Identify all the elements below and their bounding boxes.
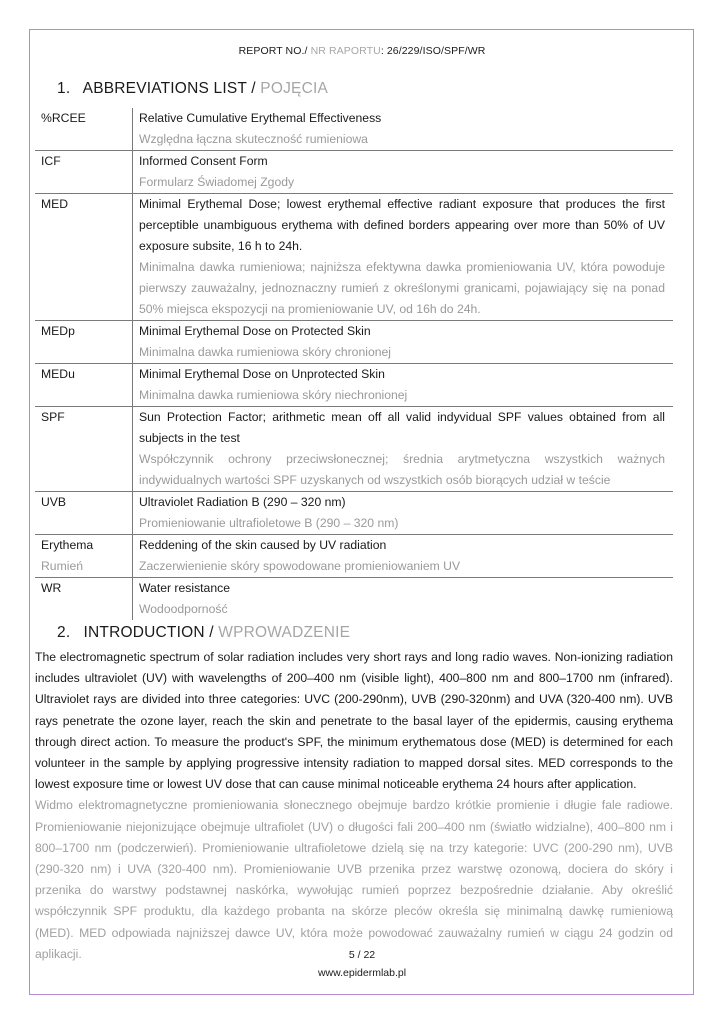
term-pl: Rumień [41, 559, 83, 573]
abbreviation-definition [133, 108, 674, 151]
report-label-en: REPORT NO./ [238, 45, 308, 57]
abbreviation-definition [133, 578, 674, 621]
abbreviation-definition [133, 364, 674, 407]
abbreviation-term: UVB [35, 492, 133, 535]
abbreviation-definition [133, 321, 674, 364]
table-row [35, 321, 673, 364]
section-number: 2. [57, 624, 71, 641]
table-row [35, 151, 673, 194]
abbreviation-definition [133, 535, 674, 578]
definition-en: Minimal Erythemal Dose; lowest erythemal effective radiant exposure that produces the first perceptible unambiguous erythema with defined borders appearing over more than 50% of UV exposure subsite, 16 h to 24h. [139, 197, 665, 253]
abbreviation-definition [133, 194, 674, 321]
introduction-body [35, 647, 673, 965]
abbreviation-term [35, 535, 133, 578]
definition-pl: Względna łączna skuteczność rumieniowa [139, 132, 368, 146]
table-row [35, 578, 673, 621]
report-number: : 26/229/ISO/SPF/WR [380, 45, 486, 57]
definition-en: Relative Cumulative Erythemal Effectiveness [139, 111, 382, 125]
report-number-header [0, 45, 724, 57]
definition-en: Water resistance [139, 581, 230, 595]
table-row [35, 194, 673, 321]
definition-en: Reddening of the skin caused by UV radiation [139, 538, 387, 552]
section-heading-abbreviations [57, 80, 328, 98]
abbreviation-term: %RCEE [35, 108, 133, 151]
table-row [35, 407, 673, 492]
introduction-paragraph-pl: Widmo elektromagnetyczne promieniowania słonecznego obejmuje bardzo krótkie promienie i długie fale radiowe. Promieniowanie niejonizujące obejmuje ultrafiolet (UV) o długości fali 200–400 nm (światło widzialne), 400–800 nm i 800–1700 nm (podczerwień). Promieniowanie ultrafioletowe dzielą się na trzy kategorie: UVC (200-290 nm), UVB (290-320 nm) i UVA (320-400 nm). Promieniowanie UVB przenika przez warstwę ozonową, dociera do skóry i przenika do warstwy podstawnej naskórka, wywołując rumień poprzez bezpośrednie działanie. Aby określić współczynnik SPF produktu, dla każdego probanta na skórze pleców określa się minimalną dawkę rumieniową (MED). MED odpowiada najniższej dawce UV, która może powodować zauważalny rumień w ciągu 24 godzin od aplikacji. [35, 798, 673, 961]
abbreviation-definition [133, 407, 674, 492]
definition-en: Minimal Erythemal Dose on Protected Skin [139, 324, 371, 338]
definition-en: Ultraviolet Radiation B (290 – 320 nm) [139, 495, 346, 509]
page-number: 5 / 22 [348, 949, 376, 961]
section-title-pl: POJĘCIA [260, 80, 329, 97]
definition-en: Sun Protection Factor; arithmetic mean off all valid indyvidual SPF values obtained from all subjects in the test [139, 410, 665, 445]
definition-pl: Formularz Świadomej Zgody [139, 175, 295, 189]
footer-website-link[interactable]: www.epidermlab.pl [317, 967, 407, 979]
table-row [35, 108, 673, 151]
definition-pl: Minimalna dawka rumieniowa; najniższa efektywna dawka promieniowania UV, która powoduje pierwszy zauważalny, jednoznaczny rumień z określonymi granicami, pojawiający się na ponad 50% miejsca ekspozycji na promieniowanie UV, od 16h do 24h. [139, 260, 665, 316]
definition-pl: Minimalna dawka rumieniowa skóry chronionej [139, 345, 391, 359]
definition-pl: Zaczerwienienie skóry spowodowane promieniowaniem UV [139, 559, 461, 573]
abbreviation-term: SPF [35, 407, 133, 492]
section-title-pl: WPROWADZENIE [218, 624, 351, 641]
section-heading-introduction [57, 624, 350, 642]
section-number: 1. [57, 80, 71, 97]
abbreviation-term: WR [35, 578, 133, 621]
term-en: Erythema [41, 538, 94, 552]
abbreviation-term: MED [35, 194, 133, 321]
abbreviation-term: MEDu [35, 364, 133, 407]
table-row [35, 364, 673, 407]
introduction-paragraph-en: The electromagnetic spectrum of solar radiation includes very short rays and long radio waves. Non-ionizing radiation includes ultraviolet (UV) with wavelengths of 200–400 nm (visible light), 400–800 nm and 800–1700 nm (infrared). Ultraviolet rays are divided into three categories: UVC (200-290nm), UVB (290-320nm) and UVA (320-400 nm). UVB rays penetrate the ozone layer, reach the skin and penetrate to the basal layer of the epidermis, causing erythema through direct action. To measure the product's SPF, the minimum erythematous dose (MED) is determined for each volunteer in the sample by applying progressive intensity radiation to mapped dorsal sites. MED corresponds to the lowest exposure time or lowest UV dose that can cause minimal noticeable erythema 24 hours after application. [35, 650, 673, 792]
definition-en: Informed Consent Form [139, 154, 268, 168]
abbreviation-definition [133, 151, 674, 194]
abbreviation-term: MEDp [35, 321, 133, 364]
definition-pl: Minimalna dawka rumieniowa skóry niechronionej [139, 388, 408, 402]
definition-pl: Promieniowanie ultrafioletowe B (290 – 320 nm) [139, 516, 399, 530]
report-label-pl: NR RAPORTU [310, 45, 381, 57]
definition-pl: Wodoodporność [139, 602, 228, 616]
abbreviation-definition [133, 492, 674, 535]
abbreviation-term: ICF [35, 151, 133, 194]
table-row [35, 535, 673, 578]
abbreviations-table [35, 108, 673, 620]
section-title-en: INTRODUCTION / [83, 624, 214, 641]
definition-en: Minimal Erythemal Dose on Unprotected Skin [139, 367, 385, 381]
definition-pl: Współczynnik ochrony przeciwsłonecznej; średnia arytmetyczna wszystkich ważnych indywidualnych wartości SPF uzyskanych od wszystkich osób biorących udział w teście [139, 452, 665, 487]
section-title-en: ABBREVIATIONS LIST / [82, 80, 256, 97]
table-row [35, 492, 673, 535]
